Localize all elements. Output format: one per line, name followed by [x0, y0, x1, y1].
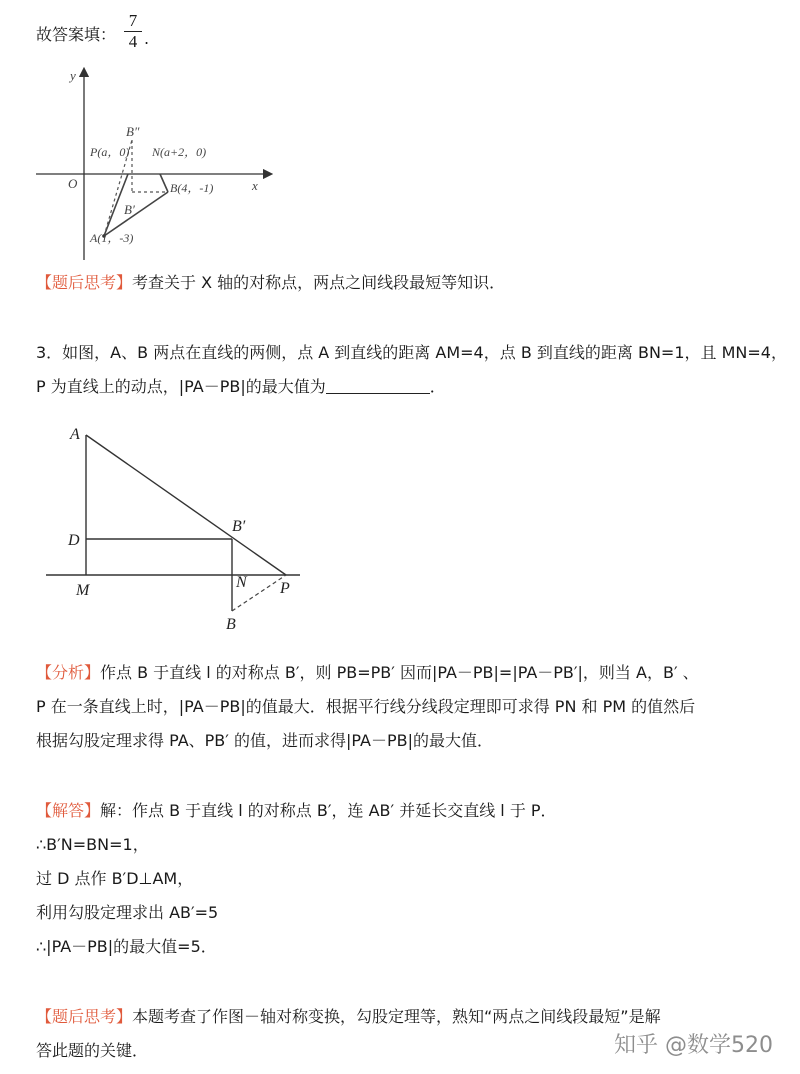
- label-n: N(a+2，0): [152, 145, 207, 159]
- segment-n-b: [160, 174, 168, 192]
- segment-a-p: [86, 435, 286, 575]
- analysis-line-1: [36, 662, 699, 684]
- question-3-line-2-text: P 为直线上的动点，|PA－PB|的最大值为: [36, 377, 326, 396]
- reflection-2-text-1: 本题考查了作图－轴对称变换，勾股定理等，熟知“两点之间线段最短”是解: [132, 1007, 661, 1026]
- label-b-prime: B′: [124, 202, 135, 217]
- reflection-2-line-1: [36, 1006, 661, 1028]
- solution-line-3: 过 D 点作 B′D⊥AM，: [36, 869, 194, 888]
- fig2-label-n: N: [236, 574, 247, 591]
- label-a: A(1，-3): [90, 231, 134, 245]
- fig2-label-b-prime: B′: [232, 518, 246, 535]
- zhihu-watermark: 知乎 @数学520: [614, 1033, 773, 1058]
- geometry-figure: [40, 415, 320, 640]
- answer-blank: [326, 377, 430, 394]
- reflection-1-tag: 【题后思考】: [36, 273, 133, 292]
- answer-fraction: [124, 12, 142, 51]
- label-b-double-prime: B″: [126, 124, 140, 139]
- reflection-1: [36, 272, 505, 294]
- reflection-2-line-2: 答此题的关键．: [36, 1041, 149, 1060]
- reflection-2-tag: 【题后思考】: [36, 1007, 133, 1026]
- fig2-label-d: D: [68, 532, 80, 549]
- question-3-line-2-end: ．: [429, 377, 446, 396]
- fig2-label-m: M: [76, 582, 90, 599]
- question-3-line-2: [36, 376, 446, 398]
- solution-line-5: ∴|PA－PB|的最大值=5．: [36, 937, 217, 956]
- y-axis-label: y: [70, 68, 76, 83]
- x-axis-label: x: [252, 178, 258, 193]
- solution-tag: 【解答】: [36, 801, 101, 820]
- coordinate-figure: [30, 64, 280, 264]
- analysis-line-2: P 在一条直线上时，|PA－PB|的值最大．根据平行线分线段定理即可求得 PN 和 PM 的值然后: [36, 697, 696, 716]
- label-p: P(a，0): [90, 145, 130, 159]
- question-3-line-1: 3．如图，A、B 两点在直线的两侧，点 A 到直线的距离 AM=4，点 B 到直线的距离 BN=1，且 MN=4，: [36, 343, 787, 362]
- analysis-line-3: 根据勾股定理求得 PA、PB′ 的值，进而求得|PA－PB|的最大值．: [36, 731, 493, 750]
- solution-line-2: ∴B′N=BN=1，: [36, 835, 149, 854]
- fraction-numerator: 7: [128, 11, 138, 30]
- origin-label: O: [68, 176, 78, 191]
- solution-line-4: 利用勾股定理求出 AB′=5: [36, 903, 219, 922]
- segment-a-b: [104, 192, 168, 236]
- fraction-denominator: 4: [128, 32, 138, 51]
- answer-period: .: [144, 29, 150, 48]
- solution-line-1: [36, 800, 557, 822]
- fig2-label-b: B: [226, 616, 236, 633]
- reflection-1-text: 考查关于 X 轴的对称点，两点之间线段最短等知识．: [132, 273, 506, 292]
- analysis-tag: 【分析】: [36, 663, 101, 682]
- fig2-label-a: A: [70, 426, 80, 443]
- solution-text-1: 解：作点 B 于直线 l 的对称点 B′，连 AB′ 并延长交直线 l 于 P．: [100, 801, 557, 820]
- answer-prefix: 故答案填：: [36, 25, 117, 44]
- label-b: B(4，-1): [170, 181, 214, 195]
- analysis-text-1: 作点 B 于直线 l 的对称点 B′，则 PB=PB′ 因而|PA－PB|=|PA－PB′|，则当 A，B′ 、: [100, 663, 699, 682]
- fig2-label-p: P: [280, 580, 290, 597]
